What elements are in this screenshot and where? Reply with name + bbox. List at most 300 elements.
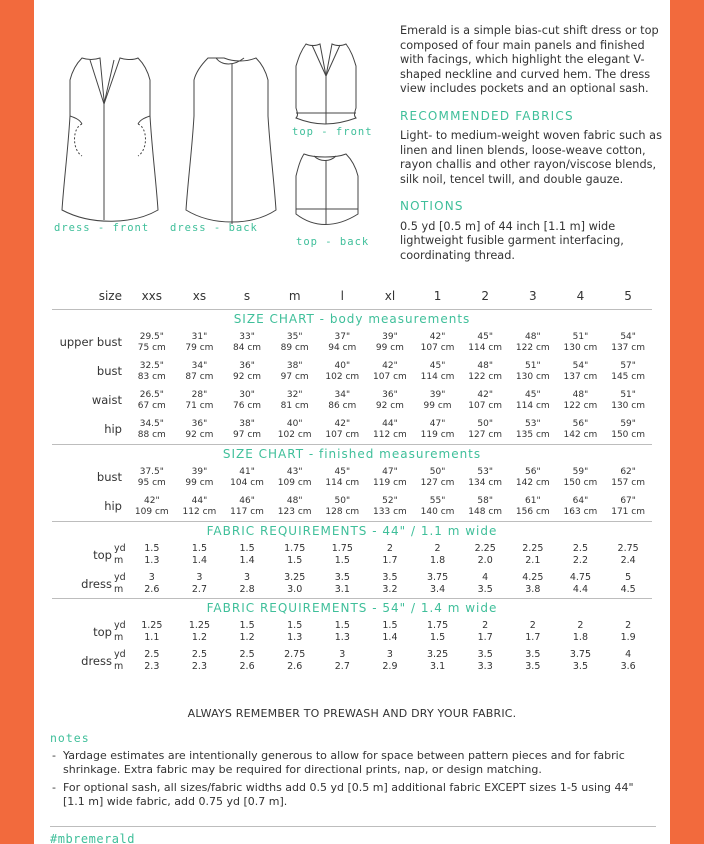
value-m: 4.4 (572, 583, 588, 595)
value-yd: 3.75 (569, 648, 592, 660)
measurement-cell (366, 357, 414, 386)
measurement-cell (271, 463, 319, 492)
fabric-row (52, 646, 652, 675)
unit-m: m (114, 660, 124, 672)
size-column-header: xl (384, 289, 396, 303)
value-yd: 2 (625, 619, 632, 631)
fabric-cell (461, 540, 509, 569)
fabric-cell (366, 569, 414, 599)
fabric-cell (604, 540, 652, 569)
section-title: SIZE CHART - body measurements (233, 312, 471, 326)
measurement-cell (128, 492, 176, 522)
value-inches: 34" (334, 389, 351, 400)
value-yd: 2.75 (617, 542, 639, 554)
unit-yd: yd (114, 571, 126, 583)
value-inches: 41" (239, 466, 255, 477)
section-title: FABRIC REQUIREMENTS - 54" / 1.4 m wide (206, 601, 498, 615)
size-column-header: 3 (528, 289, 537, 303)
value-yd: 1.5 (382, 619, 398, 631)
value-inches: 57" (620, 360, 636, 371)
value-inches: 30" (239, 389, 255, 400)
measurement-row (52, 415, 652, 445)
measurement-cell (414, 463, 462, 492)
value-m: 2.6 (144, 583, 160, 595)
value-inches: 29.5" (139, 331, 164, 342)
measurement-cell (414, 357, 462, 386)
measurement-label: upper bust (59, 335, 122, 349)
value-cm: 133 cm (373, 506, 407, 517)
value-cm: 130 cm (563, 342, 598, 353)
recommended-fabrics-text: Light- to medium-weight woven fabric such as linen and linen blends, loose-weave cotton, rayon challis and other rayon/viscose blends, silk noil, tencel twill, and double gauze. (400, 129, 662, 186)
unit-cell (112, 569, 128, 599)
measurement-cell (271, 415, 319, 445)
section-title: SIZE CHART - finished measurements (222, 447, 482, 461)
measurement-cell (223, 463, 271, 492)
value-yd: 3.5 (382, 571, 398, 583)
description-text: Emerald is a simple bias-cut shift dress or top composed of four main panels and finished with facings, which highlight the elegant V-shaped neckline and curved hem. The dress view includes pockets and an optional sash. (400, 24, 659, 95)
size-and-fabric-tables (52, 283, 662, 675)
measurement-cell (319, 328, 367, 357)
value-cm: 130 cm (611, 400, 645, 411)
fabric-cell (557, 617, 605, 646)
value-m: 1.8 (430, 554, 446, 566)
size-column-header: 5 (624, 289, 632, 303)
value-inches: 45" (525, 389, 541, 400)
section-title-row (52, 599, 652, 618)
fabric-row (52, 617, 652, 646)
value-cm: 75 cm (137, 342, 166, 353)
value-inches: 42" (144, 495, 160, 506)
fabric-cell (366, 617, 414, 646)
value-yd: 3 (244, 571, 251, 583)
value-yd: 4.25 (522, 571, 544, 583)
value-m: 1.2 (239, 631, 255, 643)
measurement-cell (223, 386, 271, 415)
value-inches: 36" (239, 360, 255, 371)
value-cm: 81 cm (280, 400, 309, 411)
value-cm: 99 cm (423, 400, 452, 411)
value-yd: 3.5 (525, 648, 541, 660)
size-column-header: 1 (433, 289, 442, 303)
notes-heading: notes (50, 731, 90, 745)
unit-yd: yd (114, 542, 126, 554)
fabric-cell (271, 617, 319, 646)
measurement-cell (223, 415, 271, 445)
size-column-header: l (340, 289, 344, 303)
value-yd: 1.75 (331, 542, 353, 554)
measurement-cell (176, 492, 224, 522)
measurement-cell (271, 357, 319, 386)
value-inches: 43" (286, 466, 303, 477)
value-inches: 56" (572, 418, 589, 429)
measurement-cell (604, 386, 652, 415)
measurement-cell (176, 386, 224, 415)
value-cm: 83 cm (137, 371, 166, 382)
measurement-cell (128, 386, 176, 415)
value-inches: 40" (286, 418, 303, 429)
measurement-cell (461, 357, 509, 386)
value-cm: 102 cm (325, 371, 360, 382)
value-inches: 48" (572, 389, 589, 400)
value-inches: 39" (191, 466, 208, 477)
fabric-cell (604, 646, 652, 675)
value-m: 2.2 (572, 554, 588, 566)
value-m: 2.7 (334, 660, 350, 672)
value-yd: 1.25 (141, 619, 163, 631)
value-m: 2.0 (477, 554, 493, 566)
fabric-cell (319, 646, 367, 675)
value-inches: 67" (620, 495, 636, 506)
value-cm: 76 cm (233, 400, 262, 411)
value-m: 1.7 (525, 631, 541, 643)
value-yd: 3 (196, 571, 203, 583)
value-m: 1.3 (144, 554, 160, 566)
fabric-row-label: dress (81, 576, 112, 591)
value-m: 2.6 (287, 660, 303, 672)
dress-back-outline (186, 58, 276, 222)
value-m: 2.3 (144, 660, 160, 672)
value-yd: 1.5 (334, 619, 350, 631)
measurement-cell (128, 463, 176, 492)
value-inches: 28" (191, 389, 208, 400)
value-inches: 42" (477, 389, 493, 400)
fabric-cell (414, 569, 462, 599)
value-yd: 2.5 (191, 648, 207, 660)
value-cm: 122 cm (468, 371, 503, 382)
value-yd: 2.75 (284, 648, 306, 660)
measurement-cell (557, 328, 605, 357)
value-cm: 137 cm (611, 342, 645, 353)
value-cm: 148 cm (468, 506, 503, 517)
value-cm: 171 cm (611, 506, 645, 517)
fabric-row-label: dress (81, 653, 112, 668)
value-inches: 34.5" (139, 418, 164, 429)
value-m: 2.6 (239, 660, 255, 672)
value-cm: 142 cm (563, 429, 598, 440)
unit-cell (112, 617, 128, 646)
fabric-cell (366, 540, 414, 569)
value-cm: 114 cm (515, 400, 550, 411)
measurement-cell (509, 492, 557, 522)
value-cm: 95 cm (137, 477, 166, 488)
fabric-cell (509, 569, 557, 599)
value-yd: 1.5 (239, 542, 255, 554)
size-column-header: 4 (576, 289, 585, 303)
measurement-cell (319, 357, 367, 386)
unit-yd: yd (114, 648, 126, 660)
size-column-header: m (288, 289, 301, 303)
measurement-cell (461, 386, 509, 415)
measurement-cell (223, 328, 271, 357)
measurement-cell (604, 357, 652, 386)
caption-dress-front: dress - front (54, 222, 150, 234)
measurement-cell (604, 492, 652, 522)
value-yd: 4 (625, 648, 632, 660)
value-m: 1.2 (191, 631, 207, 643)
fabric-row-label: top (93, 547, 112, 562)
value-m: 2.3 (191, 660, 207, 672)
fabric-cell (223, 617, 271, 646)
measurement-cell (557, 463, 605, 492)
value-m: 3.4 (430, 583, 446, 595)
measurement-cell (557, 415, 605, 445)
value-cm: 67 cm (137, 400, 166, 411)
fabric-cell (271, 569, 319, 599)
measurement-cell (461, 415, 509, 445)
value-inches: 47" (382, 466, 398, 477)
size-column-header: xs (192, 289, 207, 303)
value-m: 3.6 (620, 660, 636, 672)
value-yd: 2.5 (144, 648, 160, 660)
unit-m: m (114, 554, 124, 566)
fabric-cell (366, 646, 414, 675)
fabric-cell (604, 617, 652, 646)
measurement-cell (128, 357, 176, 386)
fabric-cell (557, 646, 605, 675)
measurement-cell (271, 386, 319, 415)
measurement-row (52, 492, 652, 522)
value-inches: 54" (572, 360, 589, 371)
fabric-cell (176, 646, 224, 675)
value-yd: 1.5 (191, 542, 207, 554)
fabric-cell (509, 646, 557, 675)
fabric-cell (128, 540, 176, 569)
fabric-cell (176, 569, 224, 599)
value-m: 1.3 (287, 631, 303, 643)
unit-m: m (114, 583, 124, 595)
value-inches: 44" (191, 495, 208, 506)
value-cm: 92 cm (375, 400, 404, 411)
value-yd: 1.5 (287, 619, 303, 631)
value-inches: 31" (191, 331, 208, 342)
value-cm: 86 cm (328, 400, 357, 411)
measurement-cell (509, 415, 557, 445)
fabric-cell (604, 569, 652, 599)
value-inches: 35" (286, 331, 303, 342)
value-cm: 127 cm (420, 477, 455, 488)
value-cm: 140 cm (420, 506, 455, 517)
value-yd: 3.75 (426, 571, 449, 583)
value-inches: 42" (429, 331, 446, 342)
value-cm: 107 cm (420, 342, 455, 353)
fabric-cell (461, 569, 509, 599)
fabric-cell (319, 569, 367, 599)
value-cm: 122 cm (515, 342, 550, 353)
measurement-cell (128, 328, 176, 357)
value-inches: 48" (477, 360, 493, 371)
fabric-row (52, 540, 652, 569)
value-cm: 107 cm (468, 400, 503, 411)
fabric-cell (223, 540, 271, 569)
value-cm: 114 cm (420, 371, 455, 382)
value-m: 2.8 (239, 583, 255, 595)
value-cm: 157 cm (611, 477, 645, 488)
value-m: 1.9 (620, 631, 636, 643)
fabric-cell (319, 617, 367, 646)
value-yd: 1.5 (239, 619, 255, 631)
value-cm: 112 cm (182, 506, 217, 517)
value-cm: 114 cm (468, 342, 503, 353)
value-cm: 150 cm (611, 429, 645, 440)
measurement-cell (176, 328, 224, 357)
value-m: 3.1 (334, 583, 350, 595)
value-m: 1.5 (287, 554, 303, 566)
measurement-label: bust (96, 364, 122, 378)
measurement-row (52, 386, 652, 415)
fabric-cell (319, 540, 367, 569)
value-inches: 51" (572, 331, 589, 342)
fabric-cell (128, 617, 176, 646)
value-cm: 135 cm (515, 429, 550, 440)
measurement-cell (223, 492, 271, 522)
value-m: 1.5 (430, 631, 446, 643)
measurement-label: hip (104, 422, 122, 436)
value-inches: 38" (239, 418, 255, 429)
measurement-cell (509, 357, 557, 386)
measurement-cell (176, 415, 224, 445)
fabric-cell (128, 646, 176, 675)
measurement-cell (366, 386, 414, 415)
value-cm: 107 cm (373, 371, 407, 382)
dress-front-outline (62, 58, 158, 221)
value-cm: 89 cm (280, 342, 309, 353)
value-inches: 55" (429, 495, 446, 506)
section-title: FABRIC REQUIREMENTS - 44" / 1.1 m wide (206, 524, 498, 538)
value-cm: 99 cm (375, 342, 404, 353)
fabric-cell (509, 540, 557, 569)
measurement-label: bust (96, 470, 122, 484)
value-m: 2.9 (382, 660, 398, 672)
value-inches: 26.5" (139, 389, 164, 400)
value-m: 3.5 (525, 660, 541, 672)
note-item: - Yardage estimates are intentionally generous to allow for space between pattern pieces and for fabric shrinkage. Extra fabric may be required for directional prints, nap, or design matching. (50, 749, 656, 777)
fabric-cell (223, 646, 271, 675)
notes-list (50, 749, 656, 813)
notions-heading: NOTIONS (400, 199, 464, 213)
measurement-row (52, 357, 652, 386)
fabric-cell (414, 646, 462, 675)
value-cm: 119 cm (420, 429, 455, 440)
value-yd: 3.25 (426, 648, 449, 660)
measurement-cell (271, 492, 319, 522)
value-m: 3.2 (382, 583, 398, 595)
unit-cell (112, 646, 128, 675)
value-cm: 92 cm (185, 429, 214, 440)
value-inches: 48" (525, 331, 541, 342)
value-cm: 79 cm (185, 342, 214, 353)
measurement-cell (604, 463, 652, 492)
hashtag: #mbremerald (50, 832, 135, 844)
fabric-cell (414, 617, 462, 646)
unit-yd: yd (114, 619, 126, 631)
value-inches: 59" (620, 418, 636, 429)
section-title-row (52, 310, 652, 329)
value-inches: 42" (382, 360, 398, 371)
value-inches: 36" (382, 389, 398, 400)
value-cm: 150 cm (563, 477, 598, 488)
note-item: - For optional sash, all sizes/fabric widths add 0.5 yd [0.5 m] additional fabric EXCEPT sizes 1-5 using 44" [1.1 m] wide fabric, add 0.75 yd [0.7 m]. (50, 781, 656, 809)
measurement-label: waist (91, 393, 122, 407)
value-yd: 4 (482, 571, 489, 583)
value-inches: 40" (334, 360, 351, 371)
value-inches: 32" (286, 389, 303, 400)
value-cm: 109 cm (277, 477, 312, 488)
value-yd: 2.25 (522, 542, 544, 554)
fabric-row (52, 569, 652, 599)
value-cm: 117 cm (230, 506, 264, 517)
measurement-cell (319, 463, 367, 492)
value-yd: 1.75 (426, 619, 449, 631)
value-m: 1.7 (382, 554, 398, 566)
caption-top-back: top - back (296, 236, 370, 248)
value-cm: 122 cm (563, 400, 598, 411)
fabric-cell (461, 617, 509, 646)
value-yd: 3.25 (284, 571, 306, 583)
value-inches: 59" (572, 466, 589, 477)
measurement-cell (604, 328, 652, 357)
value-inches: 44" (382, 418, 398, 429)
value-yd: 1.5 (144, 542, 160, 554)
size-column-header: s (243, 289, 251, 303)
value-cm: 87 cm (185, 371, 214, 382)
value-cm: 142 cm (515, 477, 550, 488)
value-m: 1.7 (477, 631, 493, 643)
value-yd: 2.25 (474, 542, 496, 554)
value-cm: 84 cm (233, 342, 262, 353)
value-yd: 2.5 (572, 542, 588, 554)
measurement-cell (557, 357, 605, 386)
measurement-cell (128, 415, 176, 445)
fabric-cell (128, 569, 176, 599)
measurement-cell (461, 328, 509, 357)
measurement-label: hip (104, 499, 122, 513)
measurement-cell (414, 386, 462, 415)
value-m: 1.4 (239, 554, 255, 566)
value-cm: 145 cm (611, 371, 645, 382)
value-yd: 3 (339, 648, 346, 660)
value-cm: 114 cm (325, 477, 360, 488)
measurement-cell (557, 386, 605, 415)
measurement-cell (319, 415, 367, 445)
bottom-divider (50, 826, 656, 827)
size-header-label: size (98, 289, 122, 303)
value-inches: 52" (382, 495, 398, 506)
measurement-cell (176, 463, 224, 492)
value-yd: 3.5 (477, 648, 493, 660)
value-yd: 3.5 (334, 571, 350, 583)
value-yd: 4.75 (569, 571, 592, 583)
value-inches: 54" (620, 331, 636, 342)
value-m: 3.5 (572, 660, 588, 672)
value-yd: 2 (577, 619, 584, 631)
value-m: 3.8 (525, 583, 541, 595)
measurement-cell (414, 492, 462, 522)
recommended-fabrics-heading: RECOMMENDED FABRICS (400, 108, 574, 123)
value-cm: 119 cm (373, 477, 407, 488)
value-inches: 33" (239, 331, 255, 342)
fabric-cell (509, 617, 557, 646)
value-cm: 102 cm (277, 429, 312, 440)
fabric-cell (461, 646, 509, 675)
measurement-cell (366, 492, 414, 522)
caption-top-front: top - front (292, 126, 373, 138)
unit-cell (112, 540, 128, 569)
caption-dress-back: dress - back (170, 222, 258, 234)
fabric-cell (271, 540, 319, 569)
value-yd: 2 (529, 619, 536, 631)
value-inches: 39" (382, 331, 398, 342)
value-m: 1.3 (334, 631, 350, 643)
